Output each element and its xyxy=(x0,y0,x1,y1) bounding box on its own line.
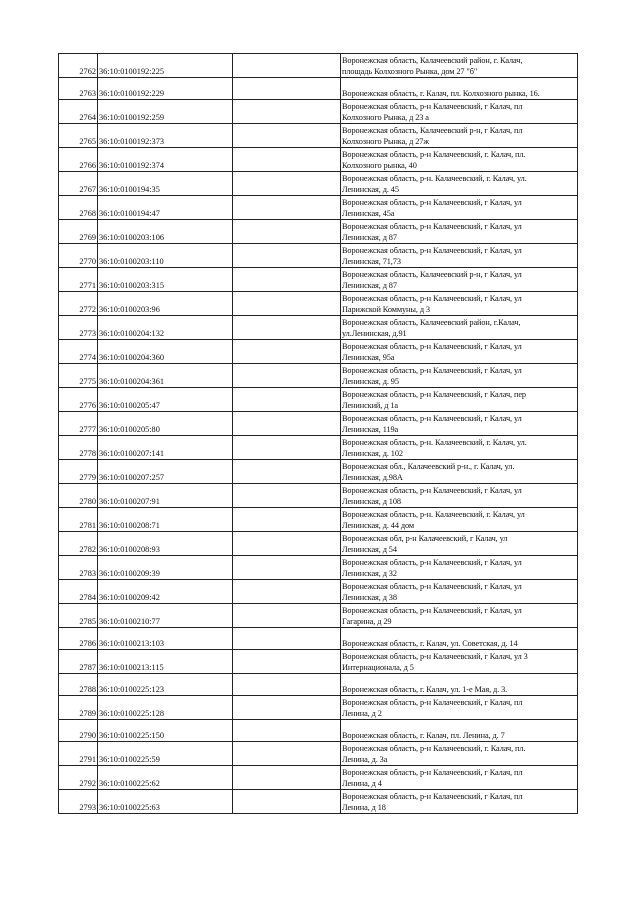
address-line: Воронежская область, Калачеевский р-н, г Калач, ул xyxy=(342,270,522,279)
empty-cell xyxy=(233,696,341,720)
address-line: Воронежская область, Калачеевский р-н, г Калач, пл xyxy=(342,126,523,135)
address-line: Ленинская, 45а xyxy=(342,208,395,218)
table-row xyxy=(59,172,578,196)
address-line: Воронежская область, г. Калач, пл. Ленина, д. 7 xyxy=(342,730,505,740)
address-line: Воронежская область, р-н Калачеевский, г Калач, ул xyxy=(342,198,522,207)
row-number-cell: 2790 xyxy=(59,720,98,742)
empty-cell xyxy=(233,484,341,508)
address-line: Ленинская, 119а xyxy=(342,424,399,434)
table-row xyxy=(59,720,578,742)
address-cell xyxy=(341,460,578,484)
cadastral-number-cell: 36:10:0100225:62 xyxy=(98,766,233,790)
empty-cell xyxy=(233,790,341,814)
row-number-cell: 2775 xyxy=(59,364,98,388)
address-cell xyxy=(341,268,578,292)
address-cell xyxy=(341,556,578,580)
row-number-cell: 2785 xyxy=(59,604,98,628)
empty-cell xyxy=(233,556,341,580)
address-line: площадь Колхозного Рынка, дом 27 "б" xyxy=(342,66,478,76)
table-row xyxy=(59,78,578,100)
cadastral-number-cell: 36:10:0100213:115 xyxy=(98,650,233,674)
cadastral-number-cell: 36:10:0100194:47 xyxy=(98,196,233,220)
empty-cell xyxy=(233,742,341,766)
row-number-cell: 2774 xyxy=(59,340,98,364)
address-line: Воронежская область, р-н Калачеевский, г Калач, ул 3 xyxy=(342,652,528,661)
cadastral-number-cell: 36:10:0100213:103 xyxy=(98,628,233,650)
row-number-cell: 2777 xyxy=(59,412,98,436)
row-number-cell: 2783 xyxy=(59,556,98,580)
row-number-cell: 2782 xyxy=(59,532,98,556)
cadastral-number-cell: 36:10:0100210:77 xyxy=(98,604,233,628)
row-number-cell: 2789 xyxy=(59,696,98,720)
address-line: Ленинский, д 1а xyxy=(342,400,398,410)
empty-cell xyxy=(233,316,341,340)
table-row xyxy=(59,100,578,124)
row-number-cell: 2784 xyxy=(59,580,98,604)
empty-cell xyxy=(233,220,341,244)
address-line: Ленинская, 95а xyxy=(342,352,395,362)
address-line: Воронежская область, г. Калач, пл. Колхозного рынка, 16. xyxy=(342,88,540,98)
address-cell xyxy=(341,412,578,436)
address-line: Воронежская область, р-н Калачеевский, г Калач, ул xyxy=(342,222,522,231)
table-row xyxy=(59,124,578,148)
empty-cell xyxy=(233,172,341,196)
table-row xyxy=(59,412,578,436)
cadastral-number-cell: 36:10:0100209:42 xyxy=(98,580,233,604)
cadastral-number-cell: 36:10:0100192:374 xyxy=(98,148,233,172)
table-row xyxy=(59,580,578,604)
address-line: Воронежская область, р-н. Калачеевский, г. Калач, ул. xyxy=(342,438,527,447)
address-line: Воронежская область, р-н Калачеевский, г Калач, ул xyxy=(342,366,522,375)
table-row xyxy=(59,742,578,766)
row-number-cell: 2763 xyxy=(59,78,98,100)
cadastral-number-cell: 36:10:0100225:128 xyxy=(98,696,233,720)
address-line: Парижской Коммуны, д 3 xyxy=(342,304,430,314)
address-line: Ленинская, д 38 xyxy=(342,592,397,602)
row-number-cell: 2762 xyxy=(59,54,98,78)
cadastral-number-cell: 36:10:0100192:259 xyxy=(98,100,233,124)
cadastral-number-cell: 36:10:0100203:110 xyxy=(98,244,233,268)
address-cell xyxy=(341,650,578,674)
address-cell xyxy=(341,78,578,100)
address-line: Воронежская область, р-н Калачеевский, г Калач, ул xyxy=(342,582,522,591)
address-line: Воронежская область, р-н. Калачеевский, г. Калач, ул xyxy=(342,510,525,519)
row-number-cell: 2793 xyxy=(59,790,98,814)
address-line: Ленинская, д. 44 дом xyxy=(342,520,415,530)
cadastral-number-cell: 36:10:0100208:71 xyxy=(98,508,233,532)
address-line: Ленинская, д 54 xyxy=(342,544,397,554)
table-row xyxy=(59,460,578,484)
address-line: Ленинская, 71,73 xyxy=(342,256,401,266)
row-number-cell: 2769 xyxy=(59,220,98,244)
address-line: Воронежская область, р-н Калачеевский, г Калач, ул xyxy=(342,342,522,351)
cadastral-number-cell: 36:10:0100192:225 xyxy=(98,54,233,78)
row-number-cell: 2778 xyxy=(59,436,98,460)
table-row xyxy=(59,220,578,244)
empty-cell xyxy=(233,244,341,268)
table-row xyxy=(59,628,578,650)
empty-cell xyxy=(233,148,341,172)
cadastral-number-cell: 36:10:0100207:91 xyxy=(98,484,233,508)
address-line: Ленина, д 18 xyxy=(342,802,386,812)
row-number-cell: 2764 xyxy=(59,100,98,124)
row-number-cell: 2770 xyxy=(59,244,98,268)
address-cell xyxy=(341,54,578,78)
row-number-cell: 2772 xyxy=(59,292,98,316)
empty-cell xyxy=(233,196,341,220)
cadastral-number-cell: 36:10:0100209:39 xyxy=(98,556,233,580)
table-row xyxy=(59,650,578,674)
empty-cell xyxy=(233,124,341,148)
row-number-cell: 2768 xyxy=(59,196,98,220)
cadastral-number-cell: 36:10:0100207:141 xyxy=(98,436,233,460)
empty-cell xyxy=(233,532,341,556)
address-cell xyxy=(341,604,578,628)
address-line: Воронежская область, Калачеевский район, г. Калач, xyxy=(342,56,523,65)
empty-cell xyxy=(233,460,341,484)
address-cell xyxy=(341,100,578,124)
address-cell xyxy=(341,340,578,364)
address-line: Воронежская область, р-н Калачеевский, г Калач, пл xyxy=(342,698,523,707)
address-cell xyxy=(341,172,578,196)
address-line: Воронежская область, р-н Калачеевский, г Калач, пл xyxy=(342,102,523,111)
empty-cell xyxy=(233,340,341,364)
address-cell xyxy=(341,316,578,340)
table-row xyxy=(59,316,578,340)
cadastral-number-cell: 36:10:0100192:229 xyxy=(98,78,233,100)
table-row xyxy=(59,268,578,292)
address-line: Колхозного Рынка, д 23 а xyxy=(342,112,429,122)
address-line: Воронежская область, г. Калач, ул. Советская, д. 14 xyxy=(342,638,518,648)
address-cell xyxy=(341,124,578,148)
registry-table-body xyxy=(59,54,578,814)
address-line: Ленина, д 2 xyxy=(342,708,382,718)
table-row xyxy=(59,436,578,460)
table-row xyxy=(59,340,578,364)
row-number-cell: 2767 xyxy=(59,172,98,196)
address-line: Ленинская, д 87 xyxy=(342,280,397,290)
address-line: Воронежская область, р-н Калачеевский, г Калач, ул xyxy=(342,486,522,495)
cadastral-number-cell: 36:10:0100225:59 xyxy=(98,742,233,766)
empty-cell xyxy=(233,388,341,412)
address-line: Воронежская область, р-н Калачеевский, г Калач, ул xyxy=(342,414,522,423)
empty-cell xyxy=(233,292,341,316)
cadastral-number-cell: 36:10:0100225:150 xyxy=(98,720,233,742)
cadastral-number-cell: 36:10:0100204:360 xyxy=(98,340,233,364)
empty-cell xyxy=(233,268,341,292)
address-line: Воронежская область, р-н Калачеевский, г. Калач, пл. xyxy=(342,744,526,753)
address-line: Ленина, д. 3а xyxy=(342,754,388,764)
cadastral-number-cell: 36:10:0100204:361 xyxy=(98,364,233,388)
row-number-cell: 2771 xyxy=(59,268,98,292)
address-line: Ленинская, д.98А xyxy=(342,472,403,482)
empty-cell xyxy=(233,720,341,742)
row-number-cell: 2788 xyxy=(59,674,98,696)
address-line: Воронежская область, р-н Калачеевский, г Калач, ул xyxy=(342,606,522,615)
property-registry-table xyxy=(58,53,578,814)
table-row xyxy=(59,766,578,790)
address-cell xyxy=(341,628,578,650)
empty-cell xyxy=(233,580,341,604)
table-row xyxy=(59,674,578,696)
address-cell xyxy=(341,696,578,720)
table-row xyxy=(59,696,578,720)
address-cell xyxy=(341,508,578,532)
address-cell xyxy=(341,148,578,172)
address-line: Интернационала, д 5 xyxy=(342,662,414,672)
address-cell xyxy=(341,532,578,556)
cadastral-number-cell: 36:10:0100204:132 xyxy=(98,316,233,340)
cadastral-number-cell: 36:10:0100203:106 xyxy=(98,220,233,244)
address-cell xyxy=(341,436,578,460)
cadastral-number-cell: 36:10:0100225:63 xyxy=(98,790,233,814)
cadastral-number-cell: 36:10:0100205:47 xyxy=(98,388,233,412)
address-line: Колхозного рынка, 40 xyxy=(342,160,417,170)
address-line: Ленинская, д. 45 xyxy=(342,184,399,194)
address-line: Воронежская обл, р-н Калачеевский, г Калач, ул xyxy=(342,534,508,543)
address-cell xyxy=(341,388,578,412)
address-cell xyxy=(341,244,578,268)
cadastral-number-cell: 36:10:0100192:373 xyxy=(98,124,233,148)
table-row xyxy=(59,532,578,556)
table-row xyxy=(59,508,578,532)
empty-cell xyxy=(233,508,341,532)
cadastral-number-cell: 36:10:0100203:96 xyxy=(98,292,233,316)
table-row xyxy=(59,556,578,580)
empty-cell xyxy=(233,100,341,124)
table-row xyxy=(59,790,578,814)
address-cell xyxy=(341,720,578,742)
address-line: Ленинская, д. 95 xyxy=(342,376,399,386)
address-line: Ленинская, д 32 xyxy=(342,568,397,578)
address-line: Воронежская область, р-н Калачеевский, г Калач, ул xyxy=(342,294,522,303)
address-line: Воронежская область, р-н Калачеевский, г Калач, ул xyxy=(342,246,522,255)
row-number-cell: 2792 xyxy=(59,766,98,790)
empty-cell xyxy=(233,54,341,78)
address-line: Воронежская область, г. Калач, ул. 1-е Мая, д. 3. xyxy=(342,684,508,694)
empty-cell xyxy=(233,78,341,100)
row-number-cell: 2780 xyxy=(59,484,98,508)
address-line: Колхозного Рынка, д 27ж xyxy=(342,136,429,146)
cadastral-number-cell: 36:10:0100207:257 xyxy=(98,460,233,484)
row-number-cell: 2773 xyxy=(59,316,98,340)
address-line: Воронежская область, р-н Калачеевский, г Калач, ул xyxy=(342,558,522,567)
table-row xyxy=(59,484,578,508)
cadastral-number-cell: 36:10:0100208:93 xyxy=(98,532,233,556)
address-line: Воронежская область, р-н. Калачеевский, г. Калач, ул. xyxy=(342,174,527,183)
table-row xyxy=(59,196,578,220)
empty-cell xyxy=(233,628,341,650)
address-line: Ленинская, д 108 xyxy=(342,496,401,506)
cadastral-number-cell: 36:10:0100225:123 xyxy=(98,674,233,696)
address-line: Воронежская обл., Калачеевский р-н., г. Калач, ул. xyxy=(342,462,515,471)
cadastral-number-cell: 36:10:0100194:35 xyxy=(98,172,233,196)
row-number-cell: 2787 xyxy=(59,650,98,674)
address-line: Воронежская область, р-н Калачеевский, г Калач, пер xyxy=(342,390,526,399)
address-line: Ленинская, д. 102 xyxy=(342,448,403,458)
row-number-cell: 2765 xyxy=(59,124,98,148)
table-row xyxy=(59,148,578,172)
row-number-cell: 2791 xyxy=(59,742,98,766)
address-line: Ленина, д 4 xyxy=(342,778,382,788)
cadastral-number-cell: 36:10:0100203:315 xyxy=(98,268,233,292)
address-cell xyxy=(341,580,578,604)
empty-cell xyxy=(233,364,341,388)
address-cell xyxy=(341,484,578,508)
address-line: Воронежская область, р-н Калачеевский, г Калач, пл xyxy=(342,792,523,801)
table-row xyxy=(59,604,578,628)
empty-cell xyxy=(233,436,341,460)
address-cell xyxy=(341,364,578,388)
row-number-cell: 2786 xyxy=(59,628,98,650)
table-row xyxy=(59,54,578,78)
table-row xyxy=(59,388,578,412)
empty-cell xyxy=(233,604,341,628)
row-number-cell: 2766 xyxy=(59,148,98,172)
table-row xyxy=(59,364,578,388)
address-cell xyxy=(341,790,578,814)
address-line: Воронежская область, р-н Калачеевский, г. Калач, пл. xyxy=(342,150,526,159)
empty-cell xyxy=(233,674,341,696)
address-cell xyxy=(341,742,578,766)
empty-cell xyxy=(233,412,341,436)
table-row xyxy=(59,244,578,268)
row-number-cell: 2779 xyxy=(59,460,98,484)
table-row xyxy=(59,292,578,316)
address-line: Ленинская, д 87 xyxy=(342,232,397,242)
address-line: ул.Ленинская, д.91 xyxy=(342,328,407,338)
row-number-cell: 2781 xyxy=(59,508,98,532)
empty-cell xyxy=(233,766,341,790)
address-cell xyxy=(341,292,578,316)
address-line: Гагарина, д 29 xyxy=(342,616,392,626)
address-cell xyxy=(341,220,578,244)
address-line: Воронежская область, р-н Калачеевский, г Калач, пл xyxy=(342,768,523,777)
address-cell xyxy=(341,766,578,790)
row-number-cell: 2776 xyxy=(59,388,98,412)
address-cell xyxy=(341,674,578,696)
empty-cell xyxy=(233,650,341,674)
address-cell xyxy=(341,196,578,220)
cadastral-number-cell: 36:10:0100205:80 xyxy=(98,412,233,436)
address-line: Воронежская область, Калачеевский район, г.Калач, xyxy=(342,318,521,327)
